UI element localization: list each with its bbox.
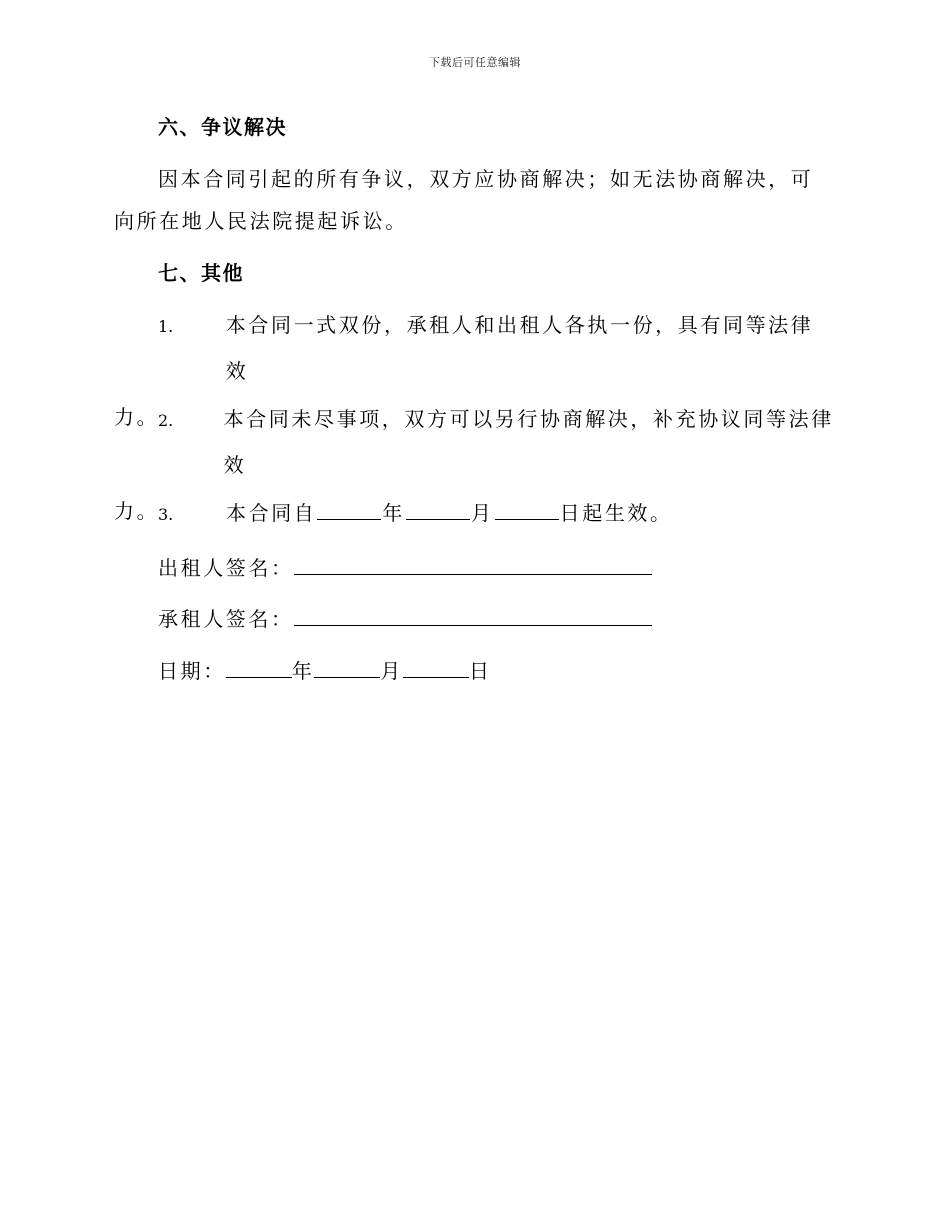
date-label: 日期：: [158, 659, 226, 683]
lessor-signature-field[interactable]: [294, 554, 652, 575]
month-blank[interactable]: [406, 497, 470, 520]
lessee-signature-row: [158, 603, 652, 632]
lessee-signature-field[interactable]: [294, 605, 652, 626]
date-year-label: 年: [291, 659, 315, 683]
year-blank[interactable]: [317, 497, 381, 520]
date-month-field[interactable]: [314, 657, 380, 678]
day-blank[interactable]: [495, 497, 559, 520]
list-number: 3.: [158, 505, 174, 524]
list-number: 1.: [158, 317, 174, 336]
date-year-field[interactable]: [226, 657, 292, 678]
month-label: 月: [471, 501, 494, 525]
effective-suffix: 日起生效。: [559, 501, 673, 525]
section-7-heading: 七、其他: [158, 261, 244, 285]
section-6-paragraph: 因本合同引起的所有争议，双方应协商解决；如无法协商解决，可向所在地人民法院提起诉讼。: [114, 167, 814, 233]
date-row: [158, 655, 492, 684]
list-item-3: [114, 490, 834, 538]
date-day-field[interactable]: [403, 657, 469, 678]
lessee-signature-label: 承租人签名：: [158, 607, 294, 631]
list-text-continued: 力。: [114, 499, 160, 523]
list-text: 本合同一式双份，承租人和出租人各执一份，具有同等法律效: [225, 313, 814, 383]
lessor-signature-row: [158, 552, 652, 581]
list-number: 2.: [158, 411, 174, 430]
list-text: 本合同未尽事项，双方可以另行协商解决，补充协议同等法律效: [223, 407, 834, 477]
date-day-label: 日: [469, 659, 492, 683]
lessor-signature-label: 出租人签名：: [158, 556, 294, 580]
header-note: 下载后可任意编辑: [429, 56, 521, 69]
list-text-continued: 力。: [114, 405, 160, 429]
section-6-heading: 六、争议解决: [158, 115, 287, 139]
list-text: 本合同自: [226, 501, 317, 525]
date-month-label: 月: [380, 659, 404, 683]
year-label: 年: [382, 501, 406, 525]
